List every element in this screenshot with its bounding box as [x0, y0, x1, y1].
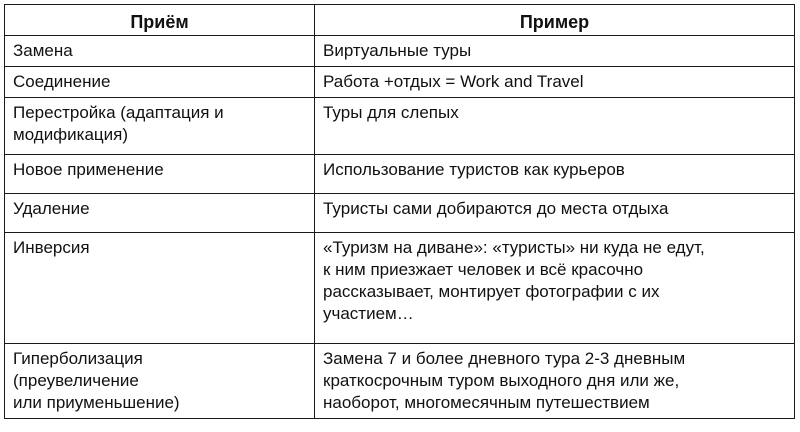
- technique-cell: Замена: [5, 36, 315, 67]
- header-technique: Приём: [5, 5, 315, 36]
- table-row: [5, 36, 795, 67]
- table-container: [4, 4, 794, 419]
- technique-cell: Новое применение: [5, 155, 315, 194]
- example-cell: Туристы сами добираются до места отдыха: [315, 194, 795, 233]
- technique-cell: Перестройка (адаптация и модификация): [5, 98, 315, 155]
- technique-cell: Соединение: [5, 67, 315, 98]
- techniques-table: [4, 4, 795, 419]
- technique-cell: Инверсия: [5, 233, 315, 344]
- header-row: [5, 5, 795, 36]
- table-row: [5, 98, 795, 155]
- header-example: Пример: [315, 5, 795, 36]
- table-row: [5, 194, 795, 233]
- example-cell: Туры для слепых: [315, 98, 795, 155]
- technique-cell: Гиперболизация (преувеличение или приуменьшение): [5, 344, 315, 419]
- table-row: [5, 233, 795, 344]
- example-cell: Замена 7 и более дневного тура 2-3 дневным краткосрочным туром выходного дня или же, наоборот, многомесячным путешествием: [315, 344, 795, 419]
- example-cell: Работа +отдых = Work and Travel: [315, 67, 795, 98]
- table-row: [5, 67, 795, 98]
- example-cell: Использование туристов как курьеров: [315, 155, 795, 194]
- table-row: [5, 155, 795, 194]
- table-row: [5, 344, 795, 419]
- example-cell: «Туризм на диване»: «туристы» ни куда не едут, к ним приезжает человек и всё красочно рассказывает, монтирует фотографии с их участием…: [315, 233, 795, 344]
- example-cell: Виртуальные туры: [315, 36, 795, 67]
- technique-cell: Удаление: [5, 194, 315, 233]
